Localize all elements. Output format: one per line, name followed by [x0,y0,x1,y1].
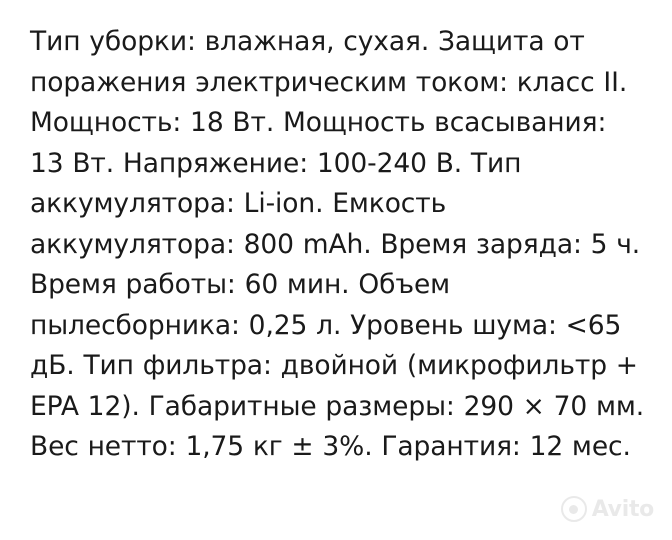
watermark-label: Avito [591,496,654,522]
watermark [561,496,654,522]
avito-logo-icon [561,496,587,522]
product-specifications-text: Тип уборки: влажная, сухая. Защита от поражения электрическим током: класс II. Мощность: 18 Вт. Мощность всасывания: 13 Вт. Напряжение: 100-240 В. Тип аккумулятора: Li-ion. Емкость аккумулятора: 800 mAh. Время заряда: 5 ч. Время работы: 60 мин. Объем пылесборника: 0,25 л. Уровень шума: <65 дБ. Тип фильтра: двойной (микрофильтр + EPA 12). Габаритные размеры: 290 × 70 мм. Вес нетто: 1,75 кг ± 3%. Гарантия: 12 мес. [30,26,645,462]
